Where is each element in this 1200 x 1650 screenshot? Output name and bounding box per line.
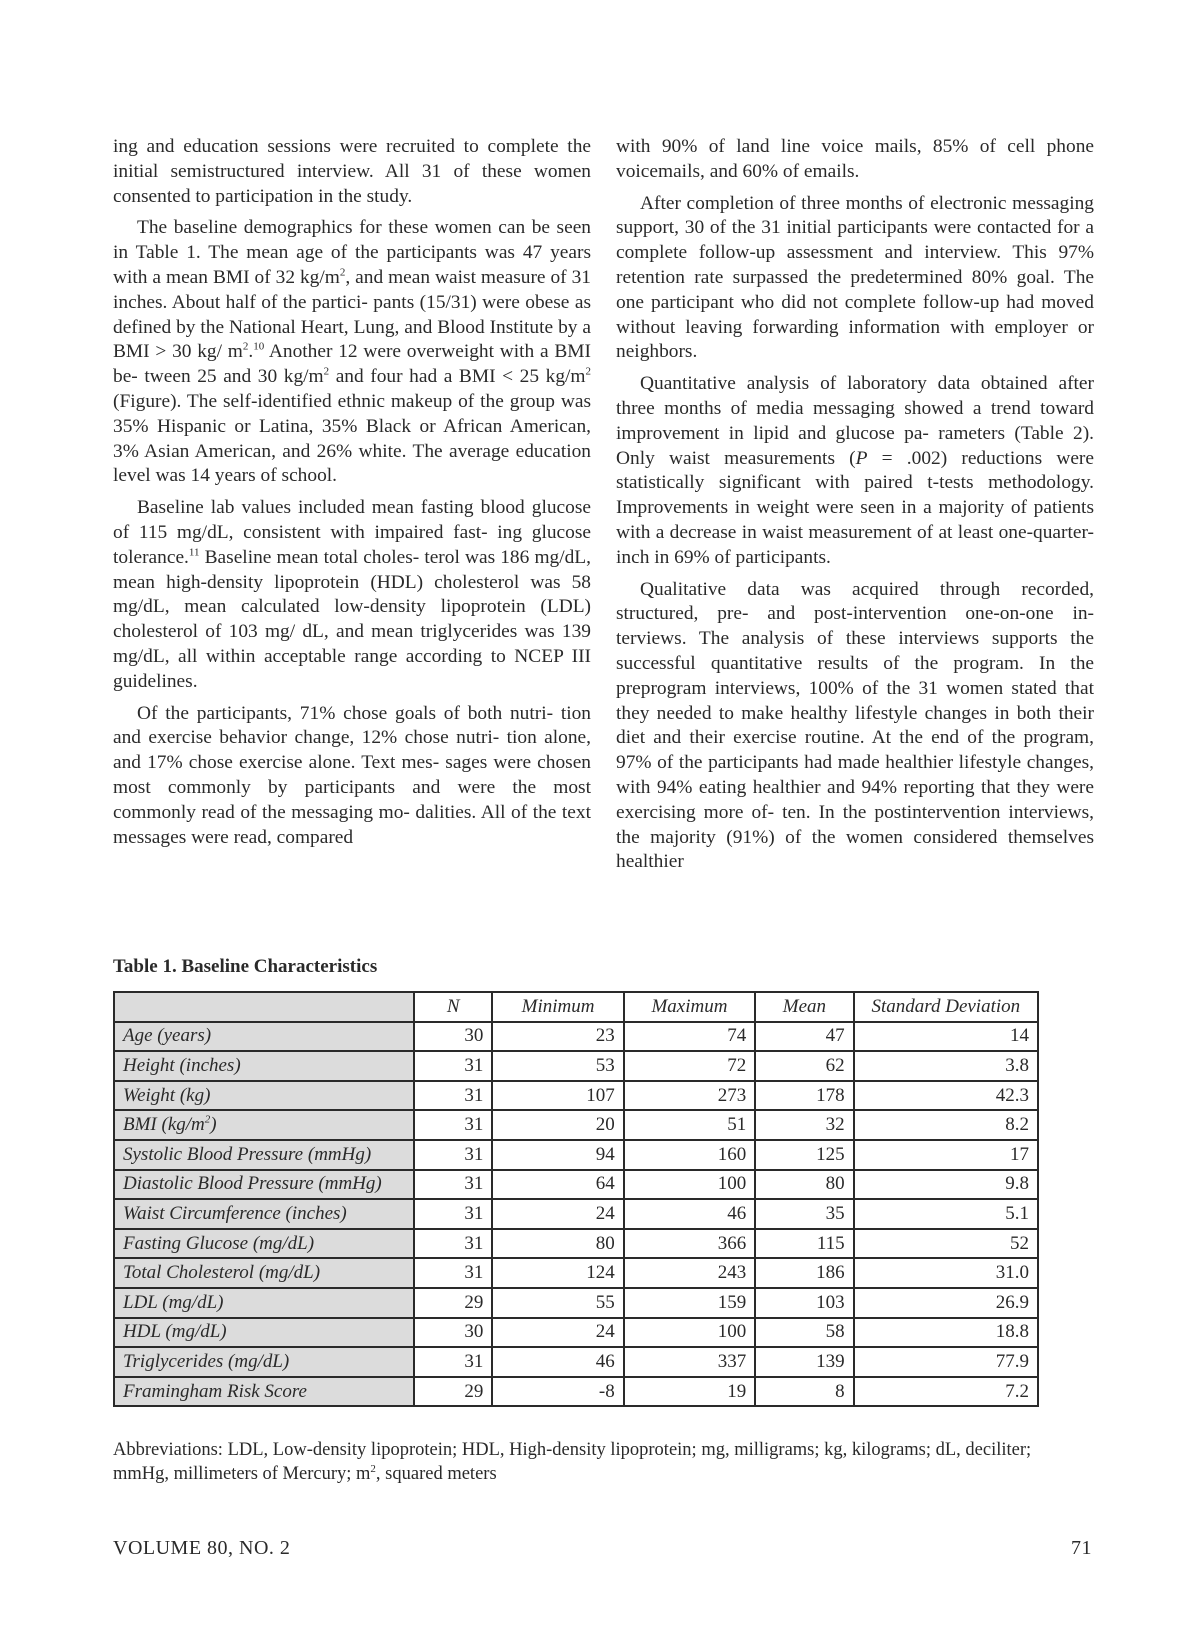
p-value-symbol: P xyxy=(855,447,868,469)
paragraph: Of the participants, 71% chose goals of both nutri- tion and exercise behavior change, 12% chose nutri- tion alone, and 17% chose exercise alone. Text mes- sages were chosen most commonly by participants and were the most commonly read of the messaging mo- dalities. All of the text messages were read, compared xyxy=(113,702,591,848)
cell-maximum: 19 xyxy=(624,1377,755,1407)
cell-mean: 125 xyxy=(755,1140,853,1170)
cell-n: 31 xyxy=(414,1140,492,1170)
table-footnote xyxy=(113,1438,1043,1486)
reference-number: 10 xyxy=(253,340,265,353)
footnote-text: , squared meters xyxy=(375,1464,497,1484)
table-header-row xyxy=(114,992,1038,1022)
text-run: The baseline demographics for these women can be seen in Table 1. The mean age of the participants was 47 years with a mean BMI of 32 kg/m xyxy=(113,217,591,288)
cell-standard-deviation: 18.8 xyxy=(854,1318,1038,1348)
paragraph: After completion of three months of electronic messaging support, 30 of the 31 initial participants were contacted for a complete follow-up assessment and interview. This 97% retention rate surpassed the predetermined 80% goal. The one participant who did not complete follow-up had moved without leaving forwarding information with employer or neighbors. xyxy=(616,192,1094,363)
text-run: Baseline lab values included mean fasting blood glucose of 115 mg/dL, consistent with impaired fast- ing glucose tolerance. xyxy=(113,497,591,568)
cell-maximum: 100 xyxy=(624,1170,755,1200)
cell-minimum: 80 xyxy=(492,1229,623,1259)
cell-mean: 35 xyxy=(755,1199,853,1229)
cell-n: 31 xyxy=(414,1199,492,1229)
paragraph xyxy=(113,216,591,489)
cell-maximum: 74 xyxy=(624,1022,755,1052)
right-column xyxy=(616,135,1094,882)
row-label: HDL (mg/dL) xyxy=(114,1318,414,1348)
table-row xyxy=(114,1318,1038,1348)
table-body xyxy=(114,1022,1038,1407)
table-row xyxy=(114,1199,1038,1229)
cell-minimum: -8 xyxy=(492,1377,623,1407)
cell-minimum: 46 xyxy=(492,1347,623,1377)
text-run: Quantitative analysis of laboratory data obtained after three months of media messaging showed a trend toward improvement in lipid and glucose pa- rameters (Table 2). Only waist measurements ( xyxy=(616,373,1094,469)
text-run: , and mean waist measure of 31 inches. About half of the partici- pants (15/31) were obese as defined by the National Heart, Lung, and Blood Institute by a BMI > 30 kg/ m xyxy=(113,266,591,363)
cell-standard-deviation: 14 xyxy=(854,1022,1038,1052)
table-row xyxy=(114,1140,1038,1170)
cell-standard-deviation: 77.9 xyxy=(854,1347,1038,1377)
left-column xyxy=(113,135,591,857)
footnote-text: Abbreviations: LDL, Low-density lipoprotein; HDL, High-density lipoprotein; mg, milligrams; kg, kilograms; dL, deciliter; mmHg, millimeters of Mercury; m xyxy=(113,1440,1032,1484)
cell-minimum: 20 xyxy=(492,1110,623,1140)
cell-n: 30 xyxy=(414,1022,492,1052)
cell-n: 30 xyxy=(414,1318,492,1348)
cell-mean: 178 xyxy=(755,1081,853,1111)
paragraph: Qualitative data was acquired through recorded, structured, pre- and post-intervention one-on-one in- terviews. The analysis of these interviews supports the successful quantitative results of the program. In the preprogram interviews, 100% of the 31 women stated that they needed to make healthy lifestyle changes in both their diet and their exercise routine. At the end of the program, 97% of the participants had made healthier lifestyle changes, with 94% eating healthier and 94% reporting that they were exercising more of- ten. In the postintervention interviews, the majority (91%) of the women considered themselves healthier xyxy=(616,578,1094,873)
row-label: Framingham Risk Score xyxy=(114,1377,414,1407)
header-minimum: Minimum xyxy=(492,992,623,1022)
table-caption: Table 1. Baseline Characteristics xyxy=(113,956,378,977)
cell-minimum: 64 xyxy=(492,1170,623,1200)
table-row xyxy=(114,1022,1038,1052)
cell-n: 31 xyxy=(414,1170,492,1200)
table-row xyxy=(114,1288,1038,1318)
paragraph: ing and education sessions were recruited to complete the initial semistructured interview. All 31 of these women consented to participation in the study. xyxy=(113,136,591,207)
header-n: N xyxy=(414,992,492,1022)
superscript: 2 xyxy=(585,365,591,378)
journal-volume: VOLUME 80, NO. 2 xyxy=(113,1537,291,1559)
cell-standard-deviation: 26.9 xyxy=(854,1288,1038,1318)
superscript: 2 xyxy=(242,340,249,353)
row-label-text: ) xyxy=(210,1114,217,1136)
cell-n: 31 xyxy=(414,1051,492,1081)
cell-mean: 62 xyxy=(755,1051,853,1081)
paragraph xyxy=(616,372,1094,570)
table-row xyxy=(114,1377,1038,1407)
text-run: Baseline mean total choles- terol was 186 mg/dL, mean high-density lipoprotein (HDL) cholesterol was 58 mg/dL, mean calculated low-density lipoprotein (LDL) cholesterol of 103 mg/ dL, and mean triglycerides was 139 mg/dL, all within acceptable range according to NCEP III guidelines. xyxy=(113,546,591,692)
cell-standard-deviation: 7.2 xyxy=(854,1377,1038,1407)
cell-minimum: 94 xyxy=(492,1140,623,1170)
superscript: 2 xyxy=(339,266,346,279)
cell-mean: 8 xyxy=(755,1377,853,1407)
row-label: Height (inches) xyxy=(114,1051,414,1081)
cell-standard-deviation: 9.8 xyxy=(854,1170,1038,1200)
cell-mean: 103 xyxy=(755,1288,853,1318)
page-number: 71 xyxy=(1071,1537,1092,1559)
row-label: Diastolic Blood Pressure (mmHg) xyxy=(114,1170,414,1200)
cell-n: 29 xyxy=(414,1288,492,1318)
baseline-characteristics-table xyxy=(113,991,1039,1407)
cell-maximum: 46 xyxy=(624,1199,755,1229)
cell-maximum: 273 xyxy=(624,1081,755,1111)
cell-standard-deviation: 17 xyxy=(854,1140,1038,1170)
cell-n: 29 xyxy=(414,1377,492,1407)
cell-minimum: 107 xyxy=(492,1081,623,1111)
superscript: 2 xyxy=(204,1113,211,1126)
text-run: Another 12 were overweight with a BMI be- tween 25 and 30 kg/m xyxy=(113,341,591,388)
row-label: Weight (kg) xyxy=(114,1081,414,1111)
superscript: 2 xyxy=(370,1462,376,1475)
cell-standard-deviation: 8.2 xyxy=(854,1110,1038,1140)
cell-maximum: 366 xyxy=(624,1229,755,1259)
cell-standard-deviation: 42.3 xyxy=(854,1081,1038,1111)
cell-mean: 139 xyxy=(755,1347,853,1377)
text-run: and four had a BMI < 25 kg/m xyxy=(329,366,586,388)
cell-minimum: 124 xyxy=(492,1258,623,1288)
cell-n: 31 xyxy=(414,1347,492,1377)
cell-maximum: 243 xyxy=(624,1258,755,1288)
table-row xyxy=(114,1170,1038,1200)
cell-maximum: 159 xyxy=(624,1288,755,1318)
cell-maximum: 72 xyxy=(624,1051,755,1081)
header-maximum: Maximum xyxy=(624,992,755,1022)
reference-number: 11 xyxy=(188,546,200,559)
cell-mean: 115 xyxy=(755,1229,853,1259)
paragraph: with 90% of land line voice mails, 85% of cell phone voicemails, and 60% of emails. xyxy=(616,136,1094,182)
header-standard-deviation: Standard Deviation xyxy=(854,992,1038,1022)
cell-mean: 47 xyxy=(755,1022,853,1052)
cell-standard-deviation: 31.0 xyxy=(854,1258,1038,1288)
table-row xyxy=(114,1258,1038,1288)
cell-standard-deviation: 3.8 xyxy=(854,1051,1038,1081)
paragraph xyxy=(113,496,591,694)
table-row xyxy=(114,1229,1038,1259)
cell-minimum: 24 xyxy=(492,1318,623,1348)
cell-minimum: 53 xyxy=(492,1051,623,1081)
cell-minimum: 23 xyxy=(492,1022,623,1052)
cell-maximum: 337 xyxy=(624,1347,755,1377)
table-row xyxy=(114,1347,1038,1377)
row-label xyxy=(114,1110,414,1140)
cell-n: 31 xyxy=(414,1110,492,1140)
row-label: LDL (mg/dL) xyxy=(114,1288,414,1318)
row-label: Age (years) xyxy=(114,1022,414,1052)
cell-standard-deviation: 52 xyxy=(854,1229,1038,1259)
cell-minimum: 24 xyxy=(492,1199,623,1229)
row-label-text: BMI (kg/m xyxy=(123,1114,205,1136)
table-row xyxy=(114,1051,1038,1081)
cell-n: 31 xyxy=(414,1081,492,1111)
table-row xyxy=(114,1081,1038,1111)
row-label: Fasting Glucose (mg/dL) xyxy=(114,1229,414,1259)
cell-n: 31 xyxy=(414,1229,492,1259)
superscript: 2 xyxy=(323,365,330,378)
cell-mean: 32 xyxy=(755,1110,853,1140)
table-row xyxy=(114,1110,1038,1140)
row-label: Waist Circumference (inches) xyxy=(114,1199,414,1229)
row-label: Total Cholesterol (mg/dL) xyxy=(114,1258,414,1288)
header-blank-cell xyxy=(114,992,414,1022)
cell-standard-deviation: 5.1 xyxy=(854,1199,1038,1229)
row-label: Systolic Blood Pressure (mmHg) xyxy=(114,1140,414,1170)
cell-maximum: 51 xyxy=(624,1110,755,1140)
cell-mean: 58 xyxy=(755,1318,853,1348)
cell-maximum: 100 xyxy=(624,1318,755,1348)
cell-maximum: 160 xyxy=(624,1140,755,1170)
row-label: Triglycerides (mg/dL) xyxy=(114,1347,414,1377)
header-mean: Mean xyxy=(755,992,853,1022)
cell-mean: 186 xyxy=(755,1258,853,1288)
text-run: . xyxy=(248,341,254,363)
cell-mean: 80 xyxy=(755,1170,853,1200)
text-run: (Figure). The self-identified ethnic makeup of the group was 35% Hispanic or Latina, 35% Black or African American, 3% Asian American, and 26% white. The average education level was 14 years of school. xyxy=(113,390,591,487)
cell-n: 31 xyxy=(414,1258,492,1288)
text-run: = .002) reductions were statistically significant with paired t-tests methodology. Improvements in weight were seen in a majority of patients with a decrease in waist measurement of at least one-quarter-inch in 69% of participants. xyxy=(616,447,1094,568)
cell-minimum: 55 xyxy=(492,1288,623,1318)
